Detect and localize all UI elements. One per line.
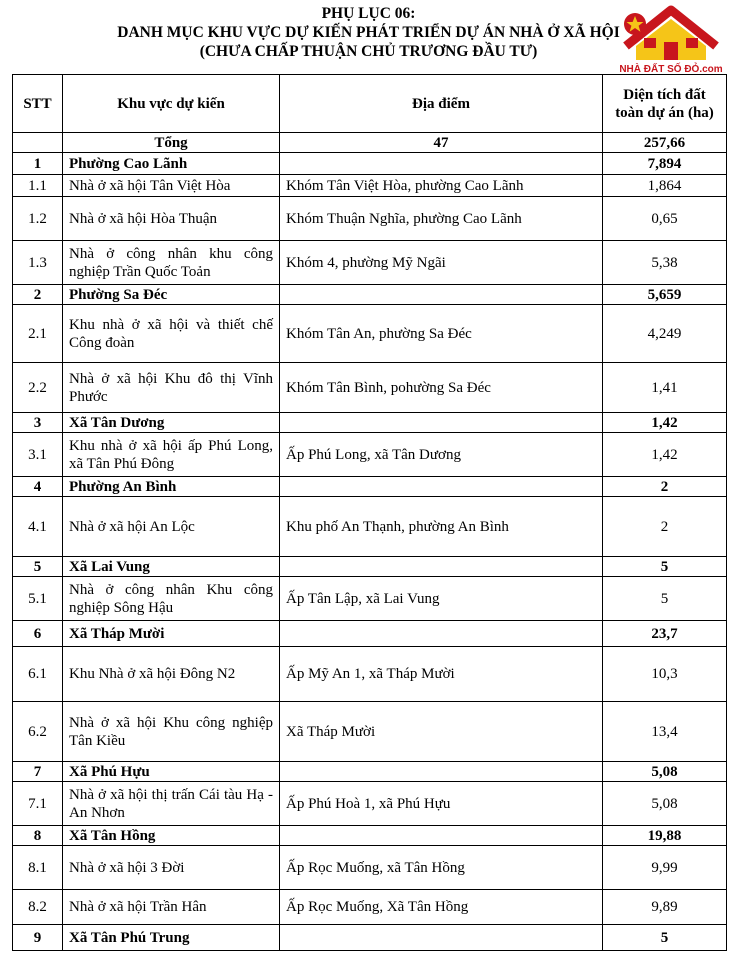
row-location [280,477,603,497]
row-location: Ấp Rọc Muống, xã Tân Hồng [280,846,603,890]
row-location [280,621,603,647]
document-title: DANH MỤC KHU VỰC DỰ KIẾN PHÁT TRIỂN DỰ ÁN NHÀ Ở XÃ HỘI [117,24,620,41]
row-size: 5,08 [603,762,727,782]
row-stt: 4 [13,477,63,497]
table-row [13,197,727,241]
row-size: 19,88 [603,826,727,846]
total-size: 257,66 [603,133,727,153]
group-row [13,285,727,305]
row-size: 1,42 [603,433,727,477]
row-area-name: Nhà ở xã hội thị trấn Cái tàu Hạ - An Nhơn [63,782,280,826]
row-location: Khóm Tân An, phường Sa Đéc [280,305,603,363]
row-stt: 2.1 [13,305,63,363]
row-area-name: Phường Sa Đéc [63,285,280,305]
row-stt: 8.1 [13,846,63,890]
table-row [13,433,727,477]
table-row [13,175,727,197]
row-area-name: Khu nhà ở xã hội ấp Phú Long, xã Tân Phú Đông [63,433,280,477]
row-location [280,285,603,305]
row-area-name: Nhà ở xã hội Khu công nghiệp Tân Kiều [63,702,280,762]
row-stt: 6 [13,621,63,647]
row-area-name: Nhà ở xã hội Khu đô thị Vĩnh Phước [63,363,280,413]
row-stt: 9 [13,925,63,951]
row-size: 2 [603,497,727,557]
group-row [13,925,727,951]
row-area-name: Nhà ở xã hội Trần Hân [63,890,280,925]
header-location: Địa điểm [280,75,603,133]
row-stt: 5.1 [13,577,63,621]
total-count: 47 [280,133,603,153]
row-location: Xã Tháp Mười [280,702,603,762]
table-row [13,497,727,557]
row-location: Ấp Mỹ An 1, xã Tháp Mười [280,647,603,702]
row-location: Ấp Phú Long, xã Tân Dương [280,433,603,477]
row-stt: 2.2 [13,363,63,413]
row-location: Ấp Phú Hoà 1, xã Phú Hựu [280,782,603,826]
row-area-name: Phường An Bình [63,477,280,497]
row-size: 0,65 [603,197,727,241]
row-stt: 6.1 [13,647,63,702]
row-area-name: Nhà ở xã hội An Lộc [63,497,280,557]
row-stt: 4.1 [13,497,63,557]
row-area-name: Xã Phú Hựu [63,762,280,782]
row-stt: 8.2 [13,890,63,925]
table-row [13,702,727,762]
row-size: 5 [603,557,727,577]
row-size: 23,7 [603,621,727,647]
group-row [13,477,727,497]
document-subtitle: (CHƯA CHẤP THUẬN CHỦ TRƯƠNG ĐẦU TƯ) [199,43,538,60]
row-location: Ấp Tân Lập, xã Lai Vung [280,577,603,621]
row-stt: 2 [13,285,63,305]
row-area-name: Khu Nhà ở xã hội Đông N2 [63,647,280,702]
row-location [280,925,603,951]
row-size: 5 [603,577,727,621]
area-table [12,74,727,951]
header-size: Diện tích đất toàn dự án (ha) [603,75,727,133]
house-logo-icon [614,2,728,76]
row-location [280,762,603,782]
table-header-row [13,75,727,133]
total-label: Tổng [63,133,280,153]
row-stt: 5 [13,557,63,577]
row-size: 9,89 [603,890,727,925]
row-stt: 3.1 [13,433,63,477]
row-area-name: Xã Tân Dương [63,413,280,433]
svg-text:NHÀ ĐẤT SỐ ĐỎ.com: NHÀ ĐẤT SỐ ĐỎ.com [619,64,723,75]
row-area-name: Xã Tân Hồng [63,826,280,846]
row-size: 4,249 [603,305,727,363]
row-area-name: Nhà ở công nhân Khu công nghiệp Sông Hậu [63,577,280,621]
row-location: Ấp Rọc Muống, Xã Tân Hồng [280,890,603,925]
row-area-name: Khu nhà ở xã hội và thiết chế Công đoàn [63,305,280,363]
row-size: 1,864 [603,175,727,197]
row-size: 7,894 [603,153,727,175]
group-row [13,557,727,577]
group-row [13,762,727,782]
row-stt: 6.2 [13,702,63,762]
header-stt: STT [13,75,63,133]
table-row [13,577,727,621]
header-area-name: Khu vực dự kiến [63,75,280,133]
row-location [280,826,603,846]
row-stt: 7.1 [13,782,63,826]
group-row [13,826,727,846]
group-row [13,153,727,175]
row-area-name: Xã Tháp Mười [63,621,280,647]
row-stt: 1.2 [13,197,63,241]
table-row [13,647,727,702]
row-stt: 3 [13,413,63,433]
row-size: 9,99 [603,846,727,890]
group-row [13,413,727,433]
table-row [13,241,727,285]
row-location: Khóm Tân Việt Hòa, phường Cao Lãnh [280,175,603,197]
row-stt: 1 [13,153,63,175]
row-size: 1,42 [603,413,727,433]
row-area-name: Phường Cao Lãnh [63,153,280,175]
table-row [13,363,727,413]
row-area-name: Xã Lai Vung [63,557,280,577]
row-size: 5 [603,925,727,951]
row-location: Khóm Thuận Nghĩa, phường Cao Lãnh [280,197,603,241]
row-size: 5,659 [603,285,727,305]
row-area-name: Nhà ở xã hội 3 Đời [63,846,280,890]
row-size: 13,4 [603,702,727,762]
row-area-name: Xã Tân Phú Trung [63,925,280,951]
table-row [13,890,727,925]
row-location: Khóm 4, phường Mỹ Ngãi [280,241,603,285]
table-row [13,782,727,826]
total-row [13,133,727,153]
row-area-name: Nhà ở công nhân khu công nghiệp Trần Quốc Toản [63,241,280,285]
table-row [13,305,727,363]
row-size: 1,41 [603,363,727,413]
row-size: 10,3 [603,647,727,702]
row-area-name: Nhà ở xã hội Hòa Thuận [63,197,280,241]
row-location [280,413,603,433]
row-location: Khóm Tân Bình, pohường Sa Đéc [280,363,603,413]
group-row [13,621,727,647]
row-stt: 8 [13,826,63,846]
table-row [13,846,727,890]
row-stt: 1.1 [13,175,63,197]
row-location [280,557,603,577]
row-location: Khu phố An Thạnh, phường An Bình [280,497,603,557]
appendix-number: PHỤ LỤC 06: [321,5,416,22]
row-size: 2 [603,477,727,497]
row-size: 5,38 [603,241,727,285]
row-area-name: Nhà ở xã hội Tân Việt Hòa [63,175,280,197]
row-size: 5,08 [603,782,727,826]
row-stt: 7 [13,762,63,782]
row-stt: 1.3 [13,241,63,285]
row-location [280,153,603,175]
